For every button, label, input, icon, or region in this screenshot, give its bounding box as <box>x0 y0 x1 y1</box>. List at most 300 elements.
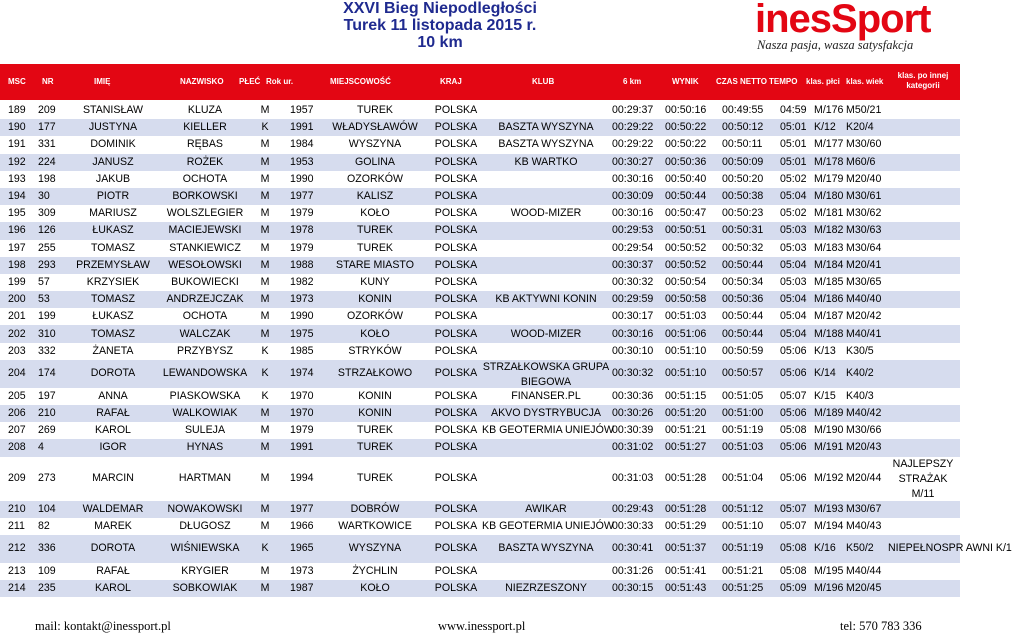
cell-wiek: M30/61 <box>846 190 882 203</box>
cell-plci: M/187 <box>814 310 844 323</box>
table-row <box>0 188 960 205</box>
cell-miasto: KONIN <box>358 389 392 402</box>
cell-rok: 1975 <box>290 327 314 340</box>
cell-imie: KAROL <box>95 582 131 595</box>
cell-msc: 190 <box>8 121 26 134</box>
cell-plec: M <box>260 519 270 532</box>
cell-miasto: STRYKÓW <box>348 344 402 357</box>
cell-miasto: KUNY <box>360 275 390 288</box>
table-row <box>0 308 960 325</box>
table-row <box>0 154 960 171</box>
cell-imie: MAREK <box>94 519 132 532</box>
cell-netto: 00:50:12 <box>722 121 764 134</box>
cell-tempo: 05:04 <box>780 327 807 340</box>
cell-nr: 336 <box>38 542 56 555</box>
cell-plci: M/182 <box>814 224 844 237</box>
cell-miasto: KONIN <box>358 293 392 306</box>
cell-nr: 109 <box>38 565 56 578</box>
cell-msc: 213 <box>8 565 26 578</box>
cell-tempo: 05:06 <box>780 472 807 485</box>
cell-klub: STRZAŁKOWSKA GRUPA BIEGOWA <box>482 360 610 388</box>
cell-plec: K <box>261 389 269 402</box>
cell-miasto: STARE MIASTO <box>336 258 414 271</box>
cell-rok: 1966 <box>290 519 314 532</box>
col-wiek: klas. wiek <box>846 77 884 86</box>
col-msc: MSC <box>8 77 26 86</box>
cell-kraj: POLSKA <box>434 258 478 271</box>
cell-imie: JANUSZ <box>92 155 134 168</box>
cell-klub: AKVO DYSTRYBUCJA <box>491 407 601 420</box>
cell-kraj: POLSKA <box>434 472 478 485</box>
col-klub: KLUB <box>532 77 555 86</box>
cell-klub: FINANSER.PL <box>511 389 581 402</box>
cell-km6: 00:30:26 <box>612 407 654 420</box>
cell-kraj: POLSKA <box>434 172 478 185</box>
table-row <box>0 580 960 597</box>
cell-kraj: POLSKA <box>434 155 478 168</box>
cell-tempo: 05:08 <box>780 424 807 437</box>
col-kraj: KRAJ <box>440 77 462 86</box>
cell-tempo: 05:04 <box>780 293 807 306</box>
cell-wiek: M30/65 <box>846 275 882 288</box>
cell-plci: M/184 <box>814 258 844 271</box>
cell-wiek: M50/21 <box>846 104 882 117</box>
cell-imie: DOMINIK <box>90 138 136 151</box>
cell-netto: 00:50:31 <box>722 224 764 237</box>
cell-netto: 00:50:44 <box>722 327 764 340</box>
cell-kraj: POLSKA <box>434 241 478 254</box>
cell-nazwisko: MACIEJEWSKI <box>168 224 242 237</box>
cell-wynik: 00:51:43 <box>665 582 707 595</box>
cell-imie: JAKUB <box>95 172 131 185</box>
cell-rok: 1957 <box>290 104 314 117</box>
cell-nazwisko: HARTMAN <box>178 472 232 485</box>
cell-msc: 199 <box>8 275 26 288</box>
cell-plec: M <box>260 258 270 271</box>
cell-nr: 235 <box>38 582 56 595</box>
cell-nr: 255 <box>38 241 56 254</box>
cell-msc: 197 <box>8 241 26 254</box>
cell-inne: NAJLEPSZY STRAŻAK M/11 <box>892 457 954 500</box>
cell-nr: 198 <box>38 172 56 185</box>
cell-kraj: POLSKA <box>434 138 478 151</box>
cell-wiek: K40/2 <box>846 367 874 380</box>
table-row <box>0 205 960 222</box>
cell-plci: M/177 <box>814 138 844 151</box>
cell-nr: 332 <box>38 344 56 357</box>
table-row <box>0 563 960 580</box>
table-row <box>0 535 1012 563</box>
table-row <box>0 222 960 239</box>
page-footer <box>0 614 960 636</box>
cell-msc: 214 <box>8 582 26 595</box>
cell-msc: 209 <box>8 472 26 485</box>
cell-nazwisko: KLUZA <box>187 104 223 117</box>
cell-nr: 82 <box>38 519 50 532</box>
cell-miasto: WYSZYNA <box>348 542 402 555</box>
cell-tempo: 05:06 <box>780 367 807 380</box>
cell-nazwisko: BORKOWSKI <box>172 190 238 203</box>
cell-plci: M/191 <box>814 441 844 454</box>
cell-kraj: POLSKA <box>434 367 478 380</box>
cell-rok: 1970 <box>290 407 314 420</box>
table-row <box>0 291 960 308</box>
cell-plec: K <box>261 344 269 357</box>
cell-rok: 1991 <box>290 441 314 454</box>
logo-wordmark: inesSport <box>755 0 931 41</box>
cell-km6: 00:30:41 <box>612 542 654 555</box>
cell-tempo: 05:02 <box>780 207 807 220</box>
cell-wiek: K30/5 <box>846 344 874 357</box>
cell-wiek: M40/40 <box>846 293 882 306</box>
cell-plec: M <box>260 502 270 515</box>
cell-nr: 293 <box>38 258 56 271</box>
col-imie: IMIĘ <box>94 77 111 86</box>
cell-netto: 00:50:38 <box>722 190 764 203</box>
event-title-block <box>300 0 580 51</box>
cell-plec: M <box>260 172 270 185</box>
cell-netto: 00:50:32 <box>722 241 764 254</box>
cell-miasto: TUREK <box>357 104 393 117</box>
col-nr: NR <box>42 77 54 86</box>
cell-wiek: M30/62 <box>846 207 882 220</box>
cell-nr: 4 <box>38 441 44 454</box>
cell-kraj: POLSKA <box>434 582 478 595</box>
cell-miasto: DOBRÓW <box>350 502 400 515</box>
cell-plec: M <box>260 190 270 203</box>
cell-nr: 57 <box>38 275 50 288</box>
cell-kraj: POLSKA <box>434 190 478 203</box>
cell-netto: 00:51:21 <box>722 565 764 578</box>
cell-tempo: 05:07 <box>780 519 807 532</box>
col-miejscowosc: MIEJSCOWOŚĆ <box>330 77 391 86</box>
cell-miasto: KOŁO <box>360 327 390 340</box>
cell-wynik: 00:50:16 <box>665 104 707 117</box>
cell-tempo: 05:01 <box>780 121 807 134</box>
cell-netto: 00:50:57 <box>722 367 764 380</box>
cell-nazwisko: STANKIEWICZ <box>169 241 241 254</box>
cell-netto: 00:51:25 <box>722 582 764 595</box>
table-row <box>0 136 960 153</box>
cell-miasto: WŁADYSŁAWÓW <box>332 121 418 134</box>
cell-netto: 00:51:10 <box>722 519 764 532</box>
cell-nazwisko: WALKOWIAK <box>172 407 238 420</box>
column-header-bar <box>0 64 960 100</box>
cell-miasto: TUREK <box>357 241 393 254</box>
cell-plec: M <box>260 138 270 151</box>
cell-klub: NIEZRZESZONY <box>505 582 587 595</box>
cell-nr: 197 <box>38 389 56 402</box>
cell-netto: 00:51:00 <box>722 407 764 420</box>
cell-wynik: 00:51:21 <box>665 424 707 437</box>
cell-nr: 309 <box>38 207 56 220</box>
cell-wynik: 00:51:29 <box>665 519 707 532</box>
cell-kraj: POLSKA <box>434 310 478 323</box>
cell-imie: RAFAŁ <box>96 565 130 578</box>
cell-plec: M <box>260 207 270 220</box>
col-netto: CZAS NETTO <box>716 77 767 86</box>
cell-plci: M/179 <box>814 172 844 185</box>
cell-msc: 189 <box>8 104 26 117</box>
cell-nr: 30 <box>38 190 50 203</box>
inessport-logo <box>755 0 960 64</box>
cell-wynik: 00:51:41 <box>665 565 707 578</box>
cell-plci: M/185 <box>814 275 844 288</box>
cell-plci: K/13 <box>814 344 836 357</box>
cell-nazwisko: DŁUGOSZ <box>179 519 231 532</box>
cell-km6: 00:31:02 <box>612 441 654 454</box>
cell-rok: 1979 <box>290 207 314 220</box>
event-distance: 10 km <box>417 34 463 51</box>
cell-wiek: M30/67 <box>846 502 882 515</box>
cell-km6: 00:29:22 <box>612 138 654 151</box>
cell-wynik: 00:50:51 <box>665 224 707 237</box>
cell-netto: 00:50:23 <box>722 207 764 220</box>
table-row <box>0 274 960 291</box>
cell-tempo: 05:06 <box>780 344 807 357</box>
cell-tempo: 05:04 <box>780 190 807 203</box>
cell-plci: M/196 <box>814 582 844 595</box>
cell-miasto: TUREK <box>357 224 393 237</box>
cell-msc: 191 <box>8 138 26 151</box>
table-row <box>0 343 960 360</box>
table-row <box>0 518 960 535</box>
cell-km6: 00:29:22 <box>612 121 654 134</box>
cell-wiek: M30/60 <box>846 138 882 151</box>
cell-msc: 212 <box>8 542 26 555</box>
cell-plec: M <box>260 424 270 437</box>
col-tempo: TEMPO <box>769 77 798 86</box>
cell-km6: 00:30:32 <box>612 367 654 380</box>
cell-plec: M <box>260 310 270 323</box>
cell-nazwisko: WOLSZLEGIER <box>166 207 244 220</box>
cell-rok: 1974 <box>290 367 314 380</box>
table-row <box>0 422 960 439</box>
results-table <box>0 102 1012 597</box>
table-row <box>0 457 960 501</box>
cell-miasto: GOLINA <box>354 155 396 168</box>
cell-tempo: 05:07 <box>780 389 807 402</box>
cell-klub: WOOD-MIZER <box>510 207 582 220</box>
cell-rok: 1988 <box>290 258 314 271</box>
cell-kraj: POLSKA <box>434 389 478 402</box>
cell-plec: M <box>260 407 270 420</box>
cell-netto: 00:50:11 <box>722 138 763 151</box>
cell-nr: 126 <box>38 224 56 237</box>
cell-tempo: 05:02 <box>780 172 807 185</box>
cell-klub: BASZTA WYSZYNA <box>498 542 594 555</box>
cell-wynik: 00:50:47 <box>665 207 707 220</box>
cell-kraj: POLSKA <box>434 519 478 532</box>
cell-nazwisko: LEWANDOWSKA <box>162 367 248 380</box>
cell-imie: ANNA <box>98 389 128 402</box>
cell-imie: KAROL <box>95 424 131 437</box>
cell-kraj: POLSKA <box>434 441 478 454</box>
table-row <box>0 240 960 257</box>
cell-km6: 00:30:16 <box>612 327 654 340</box>
event-title: XXVI Bieg Niepodległości <box>343 0 537 17</box>
cell-imie: DOROTA <box>90 367 136 380</box>
cell-imie: TOMASZ <box>91 327 135 340</box>
cell-plci: M/195 <box>814 565 844 578</box>
cell-imie: ŁUKASZ <box>92 310 134 323</box>
cell-msc: 194 <box>8 190 26 203</box>
cell-miasto: TUREK <box>357 424 393 437</box>
table-row <box>0 501 960 518</box>
cell-rok: 1979 <box>290 424 314 437</box>
cell-km6: 00:30:39 <box>612 424 654 437</box>
cell-nr: 177 <box>38 121 56 134</box>
table-row <box>0 439 960 456</box>
cell-nr: 269 <box>38 424 56 437</box>
cell-km6: 00:30:16 <box>612 207 654 220</box>
table-row <box>0 325 960 342</box>
cell-nazwisko: RĘBAS <box>187 138 223 151</box>
cell-imie: STANISŁAW <box>82 104 144 117</box>
cell-kraj: POLSKA <box>434 275 478 288</box>
cell-wiek: M30/64 <box>846 241 882 254</box>
cell-nr: 331 <box>38 138 56 151</box>
cell-klub: WOOD-MIZER <box>510 327 582 340</box>
cell-netto: 00:51:04 <box>722 472 764 485</box>
cell-rok: 1953 <box>290 155 314 168</box>
cell-plec: K <box>261 367 269 380</box>
cell-wiek: K50/2 <box>846 542 874 555</box>
cell-miasto: KOŁO <box>360 582 390 595</box>
cell-wiek: M40/43 <box>846 519 882 532</box>
cell-miasto: WARTKOWICE <box>338 519 412 532</box>
cell-plec: M <box>260 327 270 340</box>
cell-km6: 00:30:33 <box>612 519 654 532</box>
cell-rok: 1978 <box>290 224 314 237</box>
col-inne: klas. po innej kategorii <box>897 71 949 90</box>
cell-netto: 00:50:20 <box>722 172 764 185</box>
cell-wynik: 00:50:44 <box>665 190 707 203</box>
col-nazwisko: NAZWISKO <box>180 77 224 86</box>
cell-klub: BASZTA WYSZYNA <box>498 138 594 151</box>
cell-imie: TOMASZ <box>91 293 135 306</box>
cell-plci: M/190 <box>814 424 844 437</box>
cell-wiek: M40/42 <box>846 407 882 420</box>
cell-wiek: M20/43 <box>846 441 882 454</box>
col-plec: PŁEĆ <box>239 77 261 86</box>
cell-km6: 00:30:10 <box>612 344 654 357</box>
cell-plci: M/183 <box>814 241 844 254</box>
cell-netto: 00:51:03 <box>722 441 764 454</box>
cell-wynik: 00:50:22 <box>665 138 707 151</box>
cell-plci: M/192 <box>814 472 844 485</box>
cell-wiek: K20/4 <box>846 121 874 134</box>
cell-msc: 210 <box>8 502 26 515</box>
cell-nazwisko: NOWAKOWSKI <box>167 502 243 515</box>
cell-rok: 1977 <box>290 502 314 515</box>
cell-km6: 00:30:17 <box>612 310 654 323</box>
cell-imie: DOROTA <box>90 542 136 555</box>
col-plci: klas. płci <box>806 77 840 86</box>
cell-plec: M <box>260 293 270 306</box>
cell-nr: 199 <box>38 310 56 323</box>
cell-kraj: POLSKA <box>434 207 478 220</box>
cell-miasto: OZORKÓW <box>347 172 403 185</box>
cell-tempo: 05:08 <box>780 542 807 555</box>
cell-msc: 200 <box>8 293 26 306</box>
cell-klub: KB GEOTERMIA UNIEJÓW <box>482 424 614 437</box>
cell-msc: 208 <box>8 441 26 454</box>
cell-imie: PRZEMYSŁAW <box>76 258 150 271</box>
cell-plci: M/189 <box>814 407 844 420</box>
cell-imie: TOMASZ <box>91 241 135 254</box>
cell-km6: 00:30:32 <box>612 275 654 288</box>
cell-wiek: M30/66 <box>846 424 882 437</box>
cell-tempo: 05:03 <box>780 275 807 288</box>
cell-rok: 1991 <box>290 121 314 134</box>
cell-wiek: M20/44 <box>846 472 882 485</box>
cell-nazwisko: WESOŁOWSKI <box>168 258 242 271</box>
cell-imie: RAFAŁ <box>96 407 130 420</box>
cell-msc: 204 <box>8 367 26 380</box>
footer-email: mail: kontakt@inessport.pl <box>35 619 171 633</box>
cell-miasto: STRZAŁKOWO <box>337 367 413 380</box>
cell-wynik: 00:51:03 <box>665 310 707 323</box>
cell-plec: M <box>260 241 270 254</box>
cell-plci: M/176 <box>814 104 844 117</box>
cell-imie: KRZYSIEK <box>86 275 140 288</box>
cell-tempo: 05:04 <box>780 258 807 271</box>
cell-msc: 207 <box>8 424 26 437</box>
cell-nr: 209 <box>38 104 56 117</box>
cell-nazwisko: PIASKOWSKA <box>169 389 241 402</box>
cell-nazwisko: HYNAS <box>186 441 224 454</box>
cell-miasto: OZORKÓW <box>347 310 403 323</box>
cell-rok: 1984 <box>290 138 314 151</box>
cell-wiek: M40/44 <box>846 565 882 578</box>
cell-plec: M <box>260 275 270 288</box>
cell-rok: 1994 <box>290 472 314 485</box>
cell-tempo: 05:03 <box>780 224 807 237</box>
cell-wiek: M30/63 <box>846 224 882 237</box>
cell-plec: M <box>260 565 270 578</box>
cell-km6: 00:30:37 <box>612 258 654 271</box>
cell-rok: 1982 <box>290 275 314 288</box>
cell-nazwisko: ROŻEK <box>186 155 224 168</box>
cell-wynik: 00:50:54 <box>665 275 707 288</box>
cell-tempo: 05:06 <box>780 441 807 454</box>
cell-nazwisko: WALCZAK <box>179 327 231 340</box>
cell-rok: 1990 <box>290 310 314 323</box>
cell-nazwisko: PRZYBYSZ <box>177 344 233 357</box>
cell-kraj: POLSKA <box>434 293 478 306</box>
cell-plci: M/194 <box>814 519 844 532</box>
cell-netto: 00:51:19 <box>722 424 764 437</box>
cell-msc: 205 <box>8 389 26 402</box>
cell-plci: K/12 <box>814 121 836 134</box>
cell-netto: 00:51:05 <box>722 389 764 402</box>
cell-msc: 193 <box>8 172 26 185</box>
cell-msc: 206 <box>8 407 26 420</box>
cell-rok: 1979 <box>290 241 314 254</box>
cell-plec: K <box>261 121 269 134</box>
cell-imie: IGOR <box>99 441 127 454</box>
cell-kraj: POLSKA <box>434 327 478 340</box>
cell-netto: 00:50:34 <box>722 275 764 288</box>
cell-miasto: ŻYCHLIN <box>352 565 398 578</box>
cell-km6: 00:29:37 <box>612 104 654 117</box>
cell-nr: 174 <box>38 367 56 380</box>
cell-msc: 211 <box>8 519 25 532</box>
cell-km6: 00:29:43 <box>612 502 654 515</box>
cell-msc: 192 <box>8 155 26 168</box>
cell-msc: 201 <box>8 310 26 323</box>
